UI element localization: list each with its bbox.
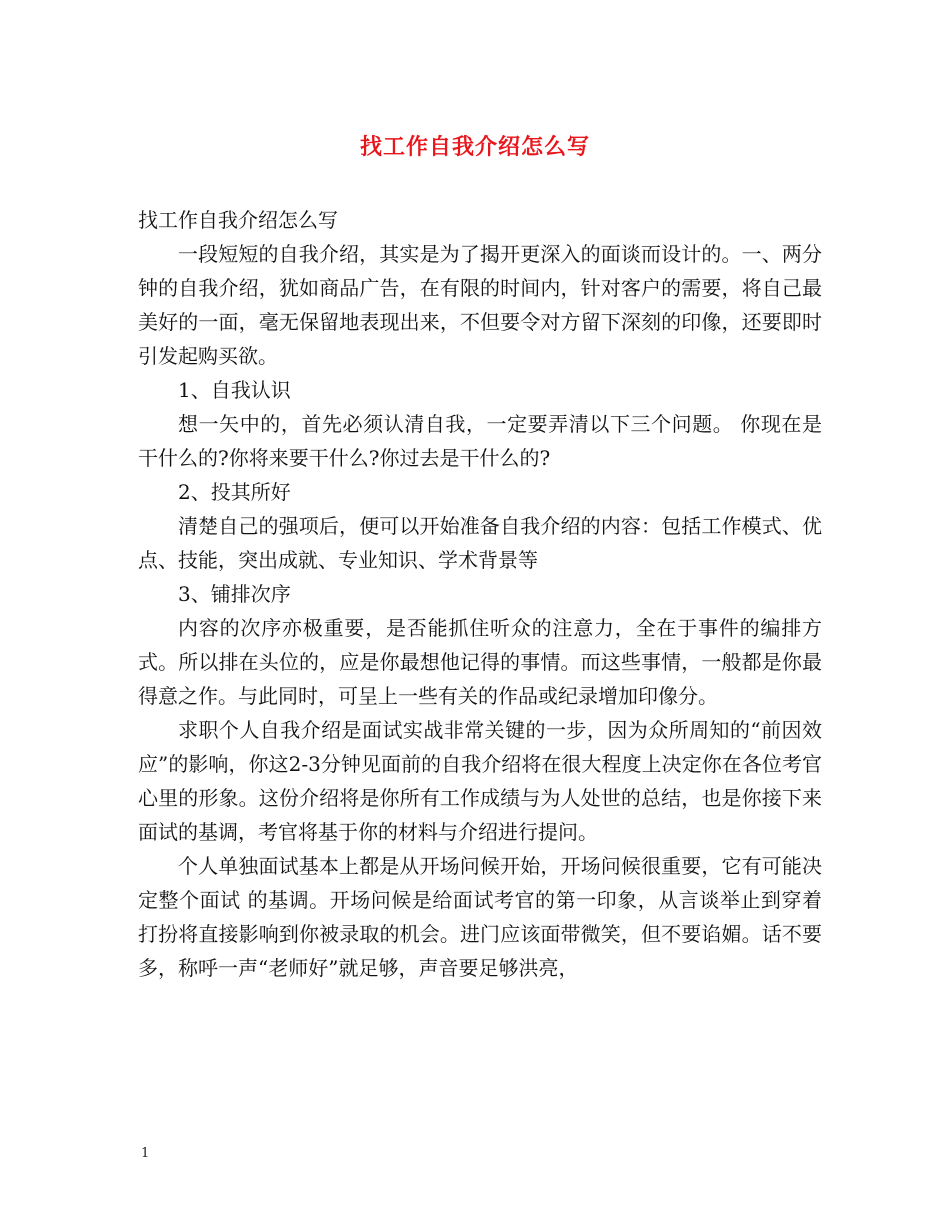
document-title: 找工作自我介绍怎么写 xyxy=(359,134,590,160)
page-number: 1 xyxy=(141,1146,150,1161)
document-body xyxy=(138,203,822,985)
paragraph-importance: 求职个人自我介绍是面试实战非常关键的一步，因为众所周知的“前因效应”的影响，你这2-3分钟见面前的自我介绍将在很大程度上决定你在各位考官心里的形象。这份介绍将是你所有工作成绩与为人处世的总结，也是你接下来面试的基调，考官将基于你的材料与介绍进行提问。 xyxy=(138,718,822,844)
section-heading-2: 2、投其所好 xyxy=(178,480,291,504)
paragraph-greeting: 个人单独面试基本上都是从开场问候开始，开场问候很重要，它有可能决定整个面试 的基调。开场问候是给面试考官的第一印象，从言谈举止到穿着打扮将直接影响到你被录取的机会。进门应该面带微笑，但不要谄媚。话不要多，称呼一声“老师好”就足够，声音要足够洪亮， xyxy=(138,854,822,980)
paragraph-strengths: 清楚自己的强项后，便可以开始准备自我介绍的内容：包括工作模式、优点、技能，突出成就、专业知识、学术背景等 xyxy=(138,514,822,572)
paragraph-order: 内容的次序亦极重要，是否能抓住听众的注意力，全在于事件的编排方式。所以排在头位的，应是你最想他记得的事情。而这些事情，一般都是你最得意之作。与此同时，可呈上一些有关的作品或纪录增加印像分。 xyxy=(138,616,822,708)
section-heading-3: 3、铺排次序 xyxy=(178,582,291,606)
subtitle-paragraph: 找工作自我介绍怎么写 xyxy=(138,208,338,232)
paragraph-intro: 一段短短的自我介绍，其实是为了揭开更深入的面谈而设计的。一、两分钟的自我介绍，犹如商品广告，在有限的时间内，针对客户的需要，将自己最美好的一面，毫无保留地表现出来，不但要令对方留下深刻的印像，还要即时引发起购买欲。 xyxy=(138,242,822,368)
section-heading-1: 1、自我认识 xyxy=(178,378,291,402)
paragraph-self-awareness: 想一矢中的，首先必须认清自我，一定要弄清以下三个问题。 你现在是干什么的?你将来要干什么?你过去是干什么的? xyxy=(138,412,822,470)
